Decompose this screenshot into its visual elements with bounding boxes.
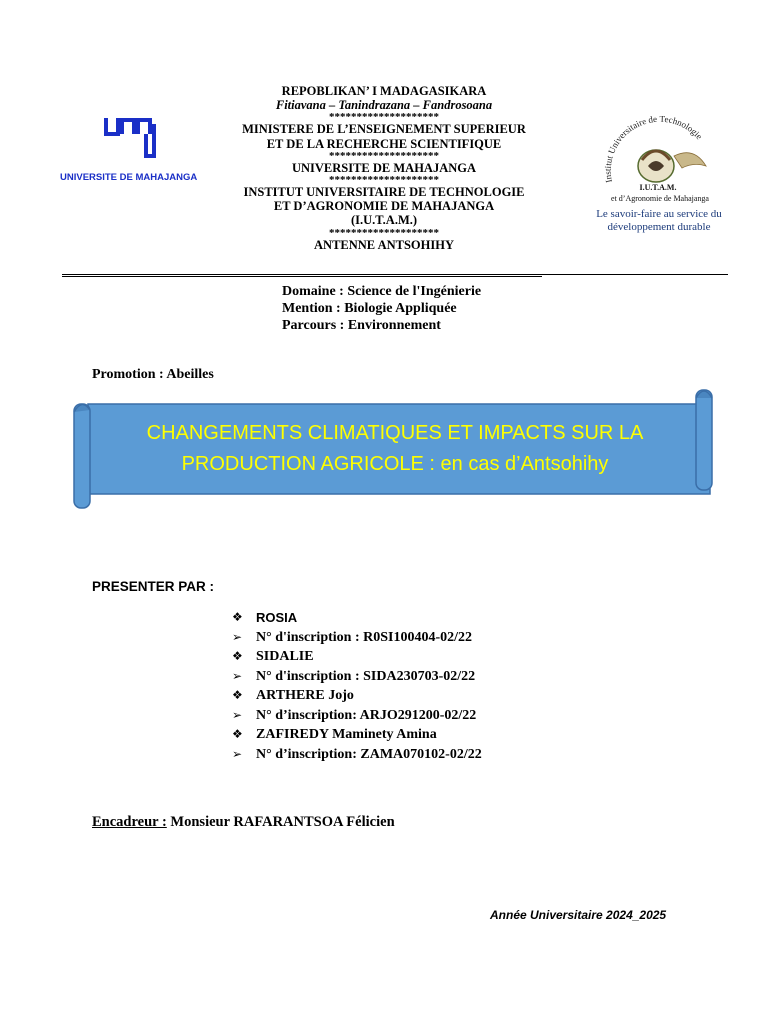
seal-motto xyxy=(586,208,732,234)
parcours-line: Parcours : Environnement xyxy=(282,318,441,333)
header-divider-short xyxy=(62,276,542,277)
antenne-name: ANTENNE ANTSOHIHY xyxy=(314,237,454,252)
list-item xyxy=(232,608,482,628)
diamond-bullet-icon: ❖ xyxy=(232,649,243,663)
iutam-seal-logo xyxy=(598,116,722,206)
student-name: ARTHERE Jojo xyxy=(256,688,354,703)
list-item xyxy=(232,706,482,726)
institution-header xyxy=(200,84,568,252)
ministry-line2: ET DE LA RECHERCHE SCIENTIFIQUE xyxy=(266,136,502,151)
thesis-title-line1: CHANGEMENTS CLIMATIQUES ET IMPACTS SUR LA xyxy=(146,422,644,444)
student-name: SIDALIE xyxy=(256,649,314,664)
mention-line: Mention : Biologie Appliquée xyxy=(282,301,457,316)
separator-stars: ******************** xyxy=(329,226,439,239)
seal-caption: et d’Agronomie de Mahajanga xyxy=(611,194,709,203)
thesis-title xyxy=(100,418,690,480)
student-name: ROSIA xyxy=(256,610,298,625)
supervisor-line xyxy=(92,814,395,831)
republic-motto: Fitiavana – Tanindrazana – Fandrosoana xyxy=(275,98,493,113)
student-registration: N° d’inscription: ZAMA070102-02/22 xyxy=(256,746,482,762)
promotion-line: Promotion : Abeilles xyxy=(92,367,214,382)
student-registration: N° d'inscription : R0SI100404-02/22 xyxy=(256,629,473,645)
list-item xyxy=(232,686,482,706)
list-item xyxy=(232,667,482,687)
arrow-bullet-icon: ➢ xyxy=(232,746,243,761)
list-item xyxy=(232,725,482,745)
supervisor-label: Encadreur : xyxy=(92,814,167,830)
student-registration: N° d'inscription : SIDA230703-02/22 xyxy=(256,668,476,684)
separator-stars: ******************** xyxy=(329,149,439,162)
arrow-bullet-icon: ➢ xyxy=(232,668,243,683)
arrow-bullet-icon: ➢ xyxy=(232,629,243,644)
svg-text:I.U.T.A.M.: I.U.T.A.M. xyxy=(639,183,677,192)
diamond-bullet-icon: ❖ xyxy=(232,688,243,702)
list-item xyxy=(232,647,482,667)
academic-year: Année Universitaire 2024_2025 xyxy=(490,908,667,922)
diamond-bullet-icon: ❖ xyxy=(232,727,243,741)
republic-title: REPOBLIKAN’ I MADAGASIKARA xyxy=(281,84,487,98)
universite-mahajanga-logo xyxy=(100,112,170,164)
student-registration: N° d’inscription: ARJO291200-02/22 xyxy=(256,707,477,723)
motto-line2: développement durable xyxy=(607,221,711,233)
header-divider xyxy=(62,274,728,275)
logo-left-caption: UNIVERSITE DE MAHAJANGA xyxy=(60,172,198,183)
institute-line2: ET D’AGRONOMIE DE MAHAJANGA xyxy=(273,199,495,214)
list-item xyxy=(232,745,482,765)
motto-line1: Le savoir-faire au service du xyxy=(596,208,722,220)
ministry-line1: MINISTERE DE L’ENSEIGNEMENT SUPERIEUR xyxy=(242,122,526,137)
supervisor-name: Monsieur RAFARANTSOA Félicien xyxy=(166,814,395,830)
arrow-bullet-icon: ➢ xyxy=(232,707,243,722)
student-list xyxy=(232,608,482,764)
diamond-bullet-icon: ❖ xyxy=(232,610,243,624)
institute-acronym: (I.U.T.A.M.) xyxy=(350,213,418,228)
student-name: ZAFIREDY Maminety Amina xyxy=(256,727,437,742)
separator-stars: ******************** xyxy=(329,174,439,187)
svg-text:Institut Universitaire de Tech: Institut Universitaire de Technologie xyxy=(602,116,705,184)
institute-line1: INSTITUT UNIVERSITAIRE DE TECHNOLOGIE xyxy=(243,185,525,200)
domaine-line: Domaine : Science de l'Ingénierie xyxy=(282,284,482,299)
separator-stars: ******************** xyxy=(329,111,439,124)
list-item xyxy=(232,628,482,648)
thesis-title-line2: PRODUCTION AGRICOLE : en cas d’Antsohihy xyxy=(181,453,609,475)
presenter-label: PRESENTER PAR : xyxy=(92,579,215,594)
program-info xyxy=(282,283,481,334)
university-name: UNIVERSITE DE MAHAJANGA xyxy=(291,160,477,175)
